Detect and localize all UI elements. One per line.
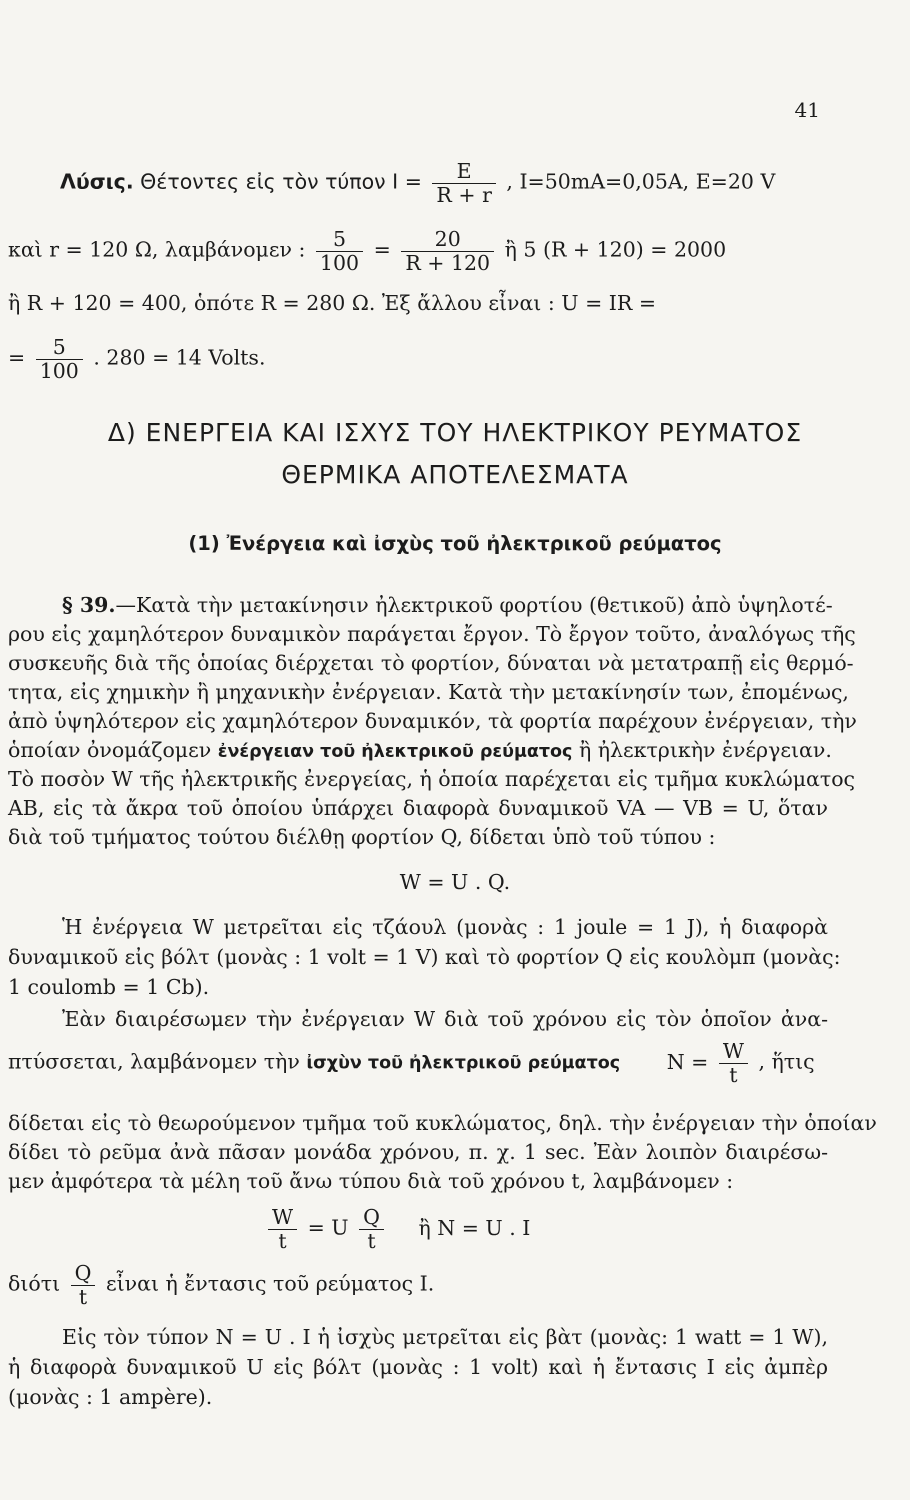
p1-line-3: συσκευῆς διὰ τῆς ὁποίας διέρχεται τὸ φορτίον, δύναται νὰ μετατραπῇ εἰς θερμό- xyxy=(8,651,854,675)
solution-intro: Θέτοντες εἰς τὸν τύπον I = xyxy=(140,169,422,194)
p3-line-4: δίδει τὸ ρεῦμα ἀνὰ πᾶσαν μονάδα χρόνου, π. χ. 1 sec. Ἐὰν λοιπὸν διαιρέσω- xyxy=(8,1140,828,1164)
solution-l2-a: καὶ r = 120 Ω, λαμβάνομεν : xyxy=(8,237,306,262)
p1-line-6 xyxy=(8,737,832,765)
p1-line-4: τητα, εἰς χημικὴν ἢ μηχανικὴν ἐνέργειαν. Κατὰ τὴν μετακίνησίν των, ἐπομένως, xyxy=(8,680,849,704)
section-number: § 39. xyxy=(62,593,116,617)
fraction-numerator: 5 xyxy=(36,336,83,360)
fraction-numerator: Q xyxy=(359,1206,384,1230)
p3-line-2 xyxy=(8,1040,828,1086)
fraction-denominator: R + r xyxy=(436,182,492,207)
formula-mid: = U xyxy=(307,1215,349,1240)
p4-line xyxy=(8,1262,434,1308)
formula-tail: ἢ N = U . I xyxy=(418,1215,531,1240)
solution-l4-b: . 280 = 14 Volts. xyxy=(93,345,266,370)
p3-line-1: Ἐὰν διαιρέσωμεν τὴν ἐνέργειαν W διὰ τοῦ χρόνου εἰς τὸν ὁποῖον ἀνα- xyxy=(62,1007,828,1031)
section-title-2: ΘΕΡΜΙΚΑ ΑΠΟΤΕΛΕΣΜΑΤΑ xyxy=(281,460,629,489)
fraction-denominator: 100 xyxy=(39,358,79,383)
p1-l6-term: ἐνέργειαν τοῦ ἠλεκτρικοῦ ρεύματος xyxy=(217,742,573,762)
fraction-numerator: 5 xyxy=(316,228,363,252)
fraction-denominator: 100 xyxy=(319,250,360,275)
formula-w-uq: W = U . Q. xyxy=(399,870,511,894)
fraction-denominator: t xyxy=(729,1062,738,1087)
solution-line-4 xyxy=(8,336,265,382)
page-number: 41 xyxy=(794,98,820,122)
fraction-numerator: 20 xyxy=(401,228,494,252)
fraction-denominator: t xyxy=(278,1228,287,1253)
p4-b: εἶναι ἡ ἔντασις τοῦ ρεύματος I. xyxy=(105,1271,435,1296)
solution-given: , I=50mA=0,05A, E=20 V xyxy=(506,169,776,194)
equals-sign: = xyxy=(373,237,391,262)
p1-line-1 xyxy=(62,592,833,618)
section-title-1: Δ) ΕΝΕΡΓΕΙΑ ΚΑΙ ΙΣΧΥΣ ΤΟΥ ΗΛΕΚΤΡΙΚΟΥ ΡΕΥΜΑΤΟΣ xyxy=(107,418,803,447)
p1-l6-c: ἢ ἠλεκτρικὴν ἐνέργειαν. xyxy=(578,738,832,762)
solution-l4-a: = xyxy=(8,345,26,370)
p1-line-7: Τὸ ποσὸν W τῆς ἠλεκτρικῆς ἐνεργείας, ἡ ὁποία παρέχεται εἰς τμῆμα κυκλώματος xyxy=(8,767,856,791)
p5-line-3: (μονὰς : 1 ampère). xyxy=(8,1385,213,1409)
fraction-20-over-r120 xyxy=(401,228,494,274)
p1-l6-a: ὁποίαν ὀνομάζομεν xyxy=(8,738,212,762)
p3-l2-term: ἰσχὺν τοῦ ἠλεκτρικοῦ ρεύματος xyxy=(306,1053,621,1074)
p3-line-5: μεν ἀμφότερα τὰ μέλη τοῦ ἄνω τύπου διὰ τοῦ χρόνου t, λαμβάνομεν : xyxy=(8,1169,734,1193)
solution-label: Λύσις. xyxy=(60,169,134,194)
fraction-denominator: R + 120 xyxy=(405,250,491,275)
p1-line-5: ἀπὸ ὑψηλότερον εἰς χαμηλότερον δυναμικόν, τὰ φορτία παρέχουν ἐνέργειαν, τὴν xyxy=(8,709,857,733)
fraction-denominator: t xyxy=(367,1228,376,1253)
p3-l2-c: N = xyxy=(666,1049,709,1074)
p2-line-1: Ἡ ἐνέργεια W μετρεῖται εἰς τζάουλ (μονὰς : 1 joule = 1 J), ἡ διαφορὰ xyxy=(62,915,828,939)
fraction-5-over-100 xyxy=(316,228,363,274)
fraction-numerator: W xyxy=(268,1206,297,1230)
solution-line-2 xyxy=(8,228,726,274)
fraction-q-over-t xyxy=(359,1206,384,1252)
p2-line-2: δυναμικοῦ εἰς βόλτ (μονὰς : 1 volt = 1 V) καὶ τὸ φορτίον Q εἰς κουλὸμπ (μονὰς: xyxy=(8,945,841,969)
p1-l1-text: —Κατὰ τὴν μετακίνησιν ἠλεκτρικοῦ φορτίου (θετικοῦ) ἀπὸ ὑψηλοτέ- xyxy=(115,593,833,617)
solution-l2-b: ἢ 5 (R + 120) = 2000 xyxy=(504,237,727,262)
solution-line-3: ἢ R + 120 = 400, ὁπότε R = 280 Ω. Ἐξ ἄλλου εἶναι : U = IR = xyxy=(8,291,656,315)
fraction-numerator: Q xyxy=(71,1262,96,1286)
p3-l2-a: πτύσσεται, λαμβάνομεν τὴν xyxy=(8,1049,300,1074)
solution-line-1 xyxy=(60,160,775,206)
p5-line-1: Εἰς τὸν τύπον N = U . I ἡ ἰσχὺς μετρεῖται εἰς βὰτ (μονὰς: 1 watt = 1 W), xyxy=(62,1325,828,1349)
fraction-numerator: E xyxy=(432,160,495,184)
p5-line-2: ἡ διαφορὰ δυναμικοῦ U εἰς βόλτ (μονὰς : 1 volt) καὶ ἡ ἔντασις I εἰς ἀμπὲρ xyxy=(8,1355,828,1379)
fraction-5-over-100-b xyxy=(36,336,83,382)
fraction-w-over-t xyxy=(719,1040,748,1086)
p2-line-3: 1 coulomb = 1 Cb). xyxy=(8,975,210,999)
p3-l2-d: , ἥτις xyxy=(758,1049,815,1074)
section-subtitle: (1) Ἐνέργεια καὶ ἰσχὺς τοῦ ἠλεκτρικοῦ ρεύματος xyxy=(188,532,722,555)
p1-line-2: ρου εἰς χαμηλότερον δυναμικὸν παράγεται ἔργον. Τὸ ἔργον τοῦτο, ἀναλόγως τῆς xyxy=(8,622,856,646)
p1-line-8: AB, εἰς τὰ ἄκρα τοῦ ὁποίου ὑπάρχει διαφορὰ δυναμικοῦ VA — VB = U, ὅταν xyxy=(8,796,828,820)
formula-n-line xyxy=(264,1206,530,1252)
fraction-numerator: W xyxy=(719,1040,748,1064)
p4-a: διότι xyxy=(8,1271,61,1296)
p1-line-9: διὰ τοῦ τμήματος τούτου διέλθῃ φορτίον Q, δίδεται ὑπὸ τοῦ τύπου : xyxy=(8,825,716,849)
p3-line-3: δίδεται εἰς τὸ θεωρούμενον τμῆμα τοῦ κυκλώματος, δηλ. τὴν ἐνέργειαν τὴν ὁποίαν xyxy=(8,1111,877,1135)
fraction-w-over-t-b xyxy=(268,1206,297,1252)
fraction-denominator: t xyxy=(78,1284,88,1309)
fraction-e-over-r xyxy=(432,160,495,206)
fraction-q-over-t-b xyxy=(71,1262,96,1308)
